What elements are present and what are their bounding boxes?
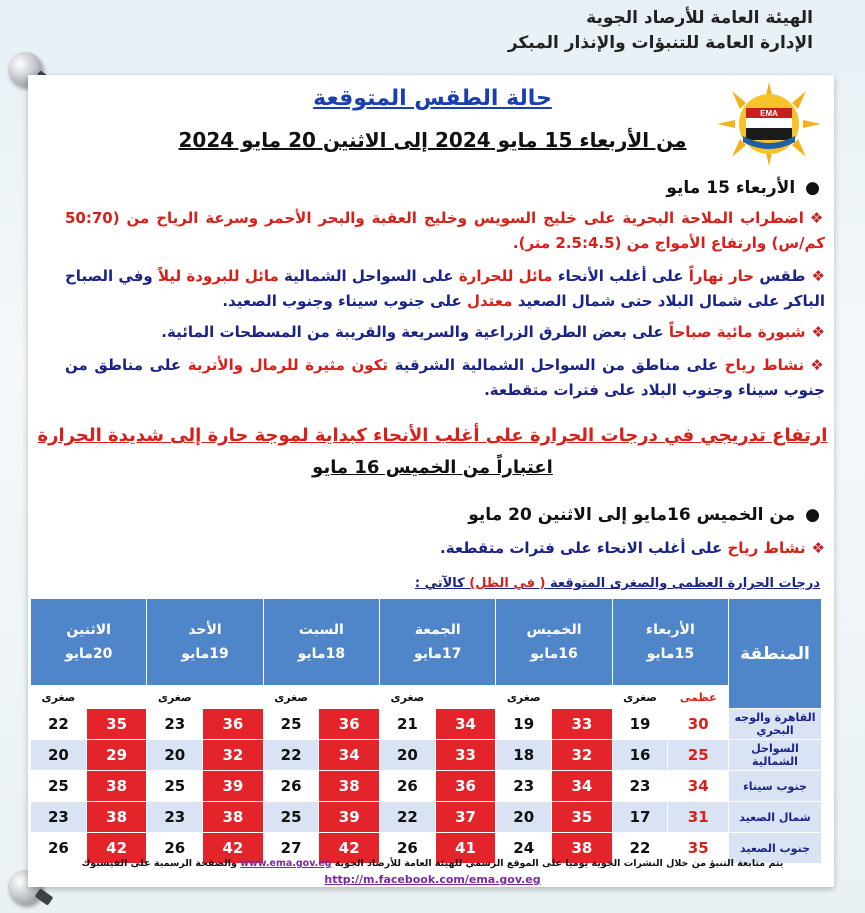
table-row [31,771,822,802]
min-label: صغرى [380,686,436,709]
max-temp-cell: 37 [435,802,496,833]
region-name: السواحل الشمالية [729,740,822,771]
max-temp-cell: 30 [668,709,729,740]
max-temp-cell: 42 [203,833,264,864]
table-row [31,709,822,740]
max-temp-cell: 39 [203,771,264,802]
department-name: الإدارة العامة للتنبؤات والإنذار المبكر [507,33,813,53]
min-temp-cell: 19 [496,709,552,740]
min-temp-cell: 20 [496,802,552,833]
footer-facebook [0,873,865,886]
min-temp-cell: 23 [147,802,203,833]
min-temp-cell: 20 [31,740,87,771]
min-temp-cell: 22 [612,833,668,864]
facebook-link[interactable]: http://m.facebook.com/ema.gov.eg [324,873,541,886]
max-temp-cell: 34 [319,740,380,771]
max-temp-cell: 36 [435,771,496,802]
max-label: عظمى [552,686,613,709]
website-link[interactable]: www.ema.gov.eg [240,858,332,869]
max-temp-cell: 31 [668,802,729,833]
forecast-period: من الأربعاء 15 مايو 2024 إلى الاثنين 20 مايو 2024 [178,128,687,152]
min-temp-cell: 26 [147,833,203,864]
bullet-icon: ❖ [810,356,825,374]
min-label: صغرى [496,686,552,709]
forecast-item-wind: ❖نشاط رياح على مناطق من السواحل الشمالية الشرقية تكون مثيرة للرمال والأتربة على مناطق من جنوب سيناء وجنوب البلاد على فترات متقطعة. [65,356,825,399]
heatwave-alert-date: اعتباراً من الخميس 16 مايو [312,457,553,478]
min-label: صغرى [263,686,319,709]
min-temp-cell: 18 [496,740,552,771]
min-temp-cell: 16 [612,740,668,771]
max-temp-cell: 32 [552,740,613,771]
min-temp-cell: 27 [263,833,319,864]
table-row [31,740,822,771]
min-temp-cell: 23 [147,709,203,740]
min-temp-cell: 21 [380,709,436,740]
max-label: عظمى [203,686,264,709]
min-temp-cell: 25 [263,709,319,740]
day-header: الجمعة 17مايو [380,599,496,686]
max-label: عظمى [668,686,729,709]
max-temp-cell: 42 [319,833,380,864]
max-temp-cell: 36 [319,709,380,740]
day2-heading: ●من الخميس 16مايو إلى الاثنين 20 مايو [468,505,820,525]
day-header: الأحد 19مايو [147,599,263,686]
min-temp-cell: 19 [612,709,668,740]
bullet-icon: ❖ [811,539,825,557]
region-name: جنوب الصعيد [729,833,822,864]
min-temp-cell: 22 [380,802,436,833]
max-temp-cell: 39 [319,802,380,833]
min-temp-cell: 23 [612,771,668,802]
min-temp-cell: 26 [380,771,436,802]
heatwave-alert: ارتفاع تدريجي في درجات الحرارة على أغلب الأنحاء كبداية لموجة حارة إلى شديدة الحرارة [37,425,828,446]
day-header: الاثنين 20مايو [31,599,147,686]
temperature-caption: درجات الحرارة العظمى والصغرى المتوقعة ( في الظل) كالآتي : [414,576,820,591]
min-label: صغرى [147,686,203,709]
min-temp-cell: 22 [263,740,319,771]
max-temp-cell: 33 [435,740,496,771]
footer-note: يتم متابعة التنبؤ من خلال النشرات الجوية يوميا على الموقع الرسمي للهيئة العامة للأرصاد الجوية www.ema.gov.eg والصفحة الرسمية على الفيسبوك [81,858,784,869]
max-label: عظمى [86,686,147,709]
max-temp-cell: 33 [552,709,613,740]
region-name: القاهرة والوجه البحري [729,709,822,740]
region-column-header: المنطقة [729,599,822,709]
max-temp-cell: 38 [203,802,264,833]
forecast-item-fog: ❖شبورة مائية صباحاً على بعض الطرق الزراعية والسريعة والقريبة من المسطحات المائية. [161,323,825,341]
forecast-item-marine: ❖اضطراب الملاحة البحرية على خليج السويس وخليج العقبة والبحر الأحمر وسرعة الرياح من (50:70 كم/س) وارتفاع الأمواج من (2.5:4.5 متر). [65,209,825,252]
max-temp-cell: 38 [86,771,147,802]
region-name: شمال الصعيد [729,802,822,833]
bullet-icon: ❖ [811,323,825,341]
min-label: صغرى [31,686,87,709]
day-header: الأربعاء 15مايو [612,599,728,686]
min-temp-cell: 20 [147,740,203,771]
max-temp-cell: 34 [435,709,496,740]
max-temp-cell: 32 [203,740,264,771]
bullet-icon: ❖ [809,209,825,227]
max-temp-cell: 38 [552,833,613,864]
max-temp-cell: 38 [319,771,380,802]
temperature-table [30,598,822,864]
min-temp-cell: 22 [31,709,87,740]
max-temp-cell: 34 [552,771,613,802]
org-name: الهيئة العامة للأرصاد الجوية [586,8,813,28]
forecast-item-wind-period: ❖نشاط رياح على أغلب الانحاء على فترات متقطعة. [440,539,825,557]
min-temp-cell: 23 [496,771,552,802]
max-temp-cell: 38 [86,802,147,833]
max-temp-cell: 36 [203,709,264,740]
min-temp-cell: 23 [31,802,87,833]
min-temp-cell: 17 [612,802,668,833]
min-temp-cell: 25 [263,802,319,833]
max-temp-cell: 35 [552,802,613,833]
min-temp-cell: 20 [380,740,436,771]
max-label: عظمى [319,686,380,709]
day-header: السبت 18مايو [263,599,379,686]
min-temp-cell: 26 [263,771,319,802]
max-label: عظمى [435,686,496,709]
bullet-icon: ❖ [811,267,825,285]
min-temp-cell: 26 [31,833,87,864]
min-temp-cell: 25 [147,771,203,802]
max-temp-cell: 35 [668,833,729,864]
page-title: حالة الطقس المتوقعة [313,86,552,111]
min-temp-cell: 26 [380,833,436,864]
forecast-item-temperature: ❖طقس حار نهاراً على أغلب الأنحاء مائل للحرارة على السواحل الشمالية مائل للبرودة ليلاً وفي الصباح الباكر على شمال البلاد حتى شمال الصعيد معتدل على جنوب سيناء وجنوب الصعيد. [65,267,825,310]
min-temp-cell: 25 [31,771,87,802]
max-temp-cell: 42 [86,833,147,864]
day-header: الخميس 16مايو [496,599,612,686]
table-row [31,802,822,833]
day1-heading: ●الأربعاء 15 مايو [666,178,820,198]
max-temp-cell: 35 [86,709,147,740]
max-temp-cell: 34 [668,771,729,802]
min-temp-cell: 24 [496,833,552,864]
max-temp-cell: 25 [668,740,729,771]
max-temp-cell: 29 [86,740,147,771]
region-name: جنوب سيناء [729,771,822,802]
svg-text:EMA: EMA [760,109,778,118]
min-label: صغرى [612,686,668,709]
max-temp-cell: 41 [435,833,496,864]
